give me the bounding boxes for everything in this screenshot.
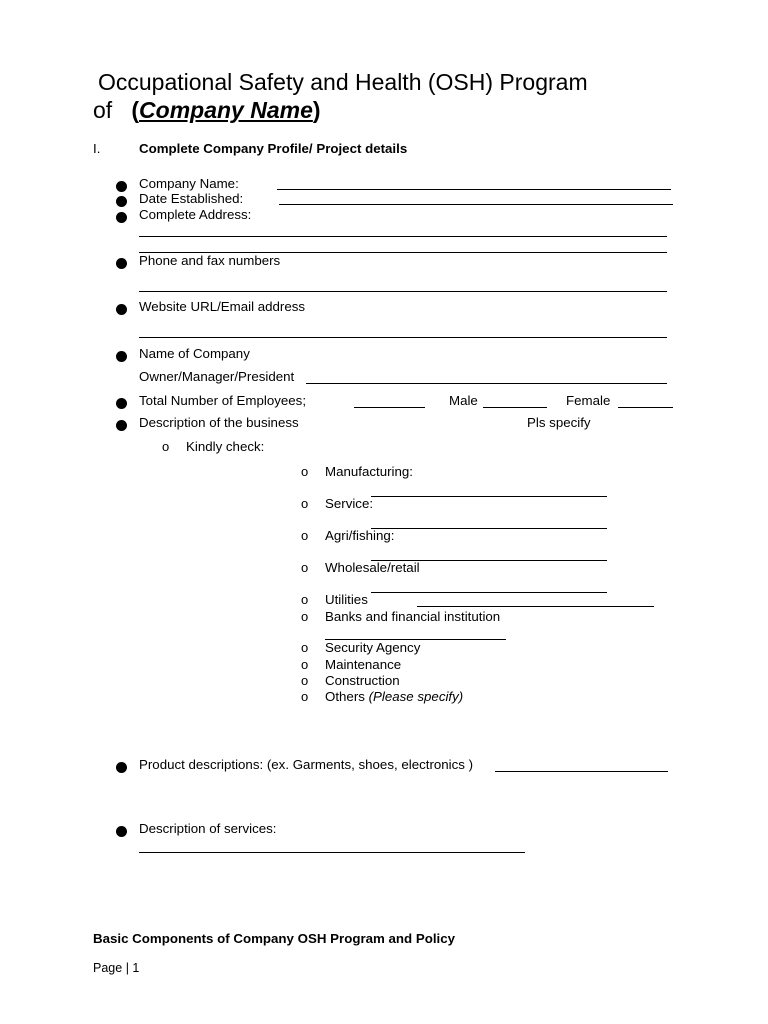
bullet-icon (116, 351, 127, 362)
others-label: Others (325, 689, 365, 704)
male-line[interactable] (483, 407, 547, 408)
check-construction[interactable]: Construction (325, 673, 400, 688)
website-label: Website URL/Email address (139, 299, 306, 314)
others-note: (Please specify) (368, 689, 464, 704)
services-line[interactable] (139, 852, 525, 853)
bullet-icon (116, 196, 127, 207)
female-label: Female (566, 393, 611, 408)
kindly-check-label: Kindly check: (186, 439, 265, 454)
wholesale-line[interactable] (371, 592, 607, 593)
bullet-icon (116, 258, 127, 269)
title-paren-close: ) (312, 97, 321, 123)
business-label: Description of the business (139, 415, 299, 430)
service-line[interactable] (371, 528, 607, 529)
bullet-icon (116, 398, 127, 409)
check-manufacturing[interactable]: Manufacturing: (325, 464, 413, 479)
utilities-line[interactable] (417, 606, 654, 607)
phone-label: Phone and fax numbers (139, 253, 281, 268)
manufacturing-line[interactable] (371, 496, 607, 497)
check-utilities[interactable]: Utilities (325, 592, 368, 607)
sub-bullet-icon: o (162, 439, 170, 454)
check-bullet-icon: o (301, 673, 309, 688)
document-title-company (93, 97, 321, 124)
bullet-icon (116, 181, 127, 192)
company-name-line[interactable] (277, 189, 671, 190)
page-value: 1 (132, 961, 140, 975)
product-line[interactable] (495, 771, 668, 772)
check-bullet-icon: o (301, 657, 309, 672)
bullet-icon (116, 826, 127, 837)
address-line-1[interactable] (139, 236, 667, 237)
phone-line[interactable] (139, 291, 667, 292)
product-descriptions-label: Product descriptions: (ex. Garments, shoes, electronics ) (139, 757, 474, 772)
title-paren-open: ( (131, 97, 140, 123)
check-wholesale-retail[interactable]: Wholesale/retail (325, 560, 420, 575)
bullet-icon (116, 762, 127, 773)
document-title: Occupational Safety and Health (OSH) Program (98, 69, 588, 95)
male-label: Male (449, 393, 478, 408)
date-established-label: Date Established: (139, 191, 244, 206)
components-heading: Basic Components of Company OSH Program and Policy (93, 931, 456, 946)
check-bullet-icon: o (301, 640, 309, 655)
title-of: of (93, 97, 113, 123)
check-bullet-icon: o (301, 496, 309, 511)
bullet-icon (116, 420, 127, 431)
bullet-icon (116, 212, 127, 223)
check-bullet-icon: o (301, 592, 309, 607)
company-name-label: Company Name: (139, 176, 239, 191)
female-line[interactable] (618, 407, 673, 408)
website-line[interactable] (139, 337, 667, 338)
services-label: Description of services: (139, 821, 277, 836)
page-separator: | (125, 961, 129, 975)
section-heading: Complete Company Profile/ Project details (139, 141, 408, 156)
employees-label: Total Number of Employees; (139, 393, 307, 408)
check-bullet-icon: o (301, 464, 309, 479)
address-label: Complete Address: (139, 207, 252, 222)
check-others[interactable] (325, 689, 463, 705)
page-number (93, 960, 139, 976)
bullet-icon (116, 304, 127, 315)
pls-specify-label: Pls specify (527, 415, 591, 430)
check-bullet-icon: o (301, 528, 309, 543)
check-bullet-icon: o (301, 560, 309, 575)
check-agri-fishing[interactable]: Agri/fishing: (325, 528, 395, 543)
check-security-agency[interactable]: Security Agency (325, 640, 421, 655)
check-bullet-icon: o (301, 609, 309, 624)
date-established-line[interactable] (279, 204, 673, 205)
owner-label-1: Name of Company (139, 346, 250, 361)
check-maintenance[interactable]: Maintenance (325, 657, 402, 672)
owner-line[interactable] (306, 383, 667, 384)
employees-total-line[interactable] (354, 407, 425, 408)
check-banks[interactable]: Banks and financial institution (325, 609, 501, 624)
check-bullet-icon: o (301, 689, 309, 704)
check-service[interactable]: Service: (325, 496, 374, 511)
page-label: Page (93, 961, 123, 975)
owner-label-2: Owner/Manager/President (139, 369, 295, 384)
section-numeral: I. (93, 141, 101, 156)
company-name-placeholder: Company Name (139, 97, 313, 123)
